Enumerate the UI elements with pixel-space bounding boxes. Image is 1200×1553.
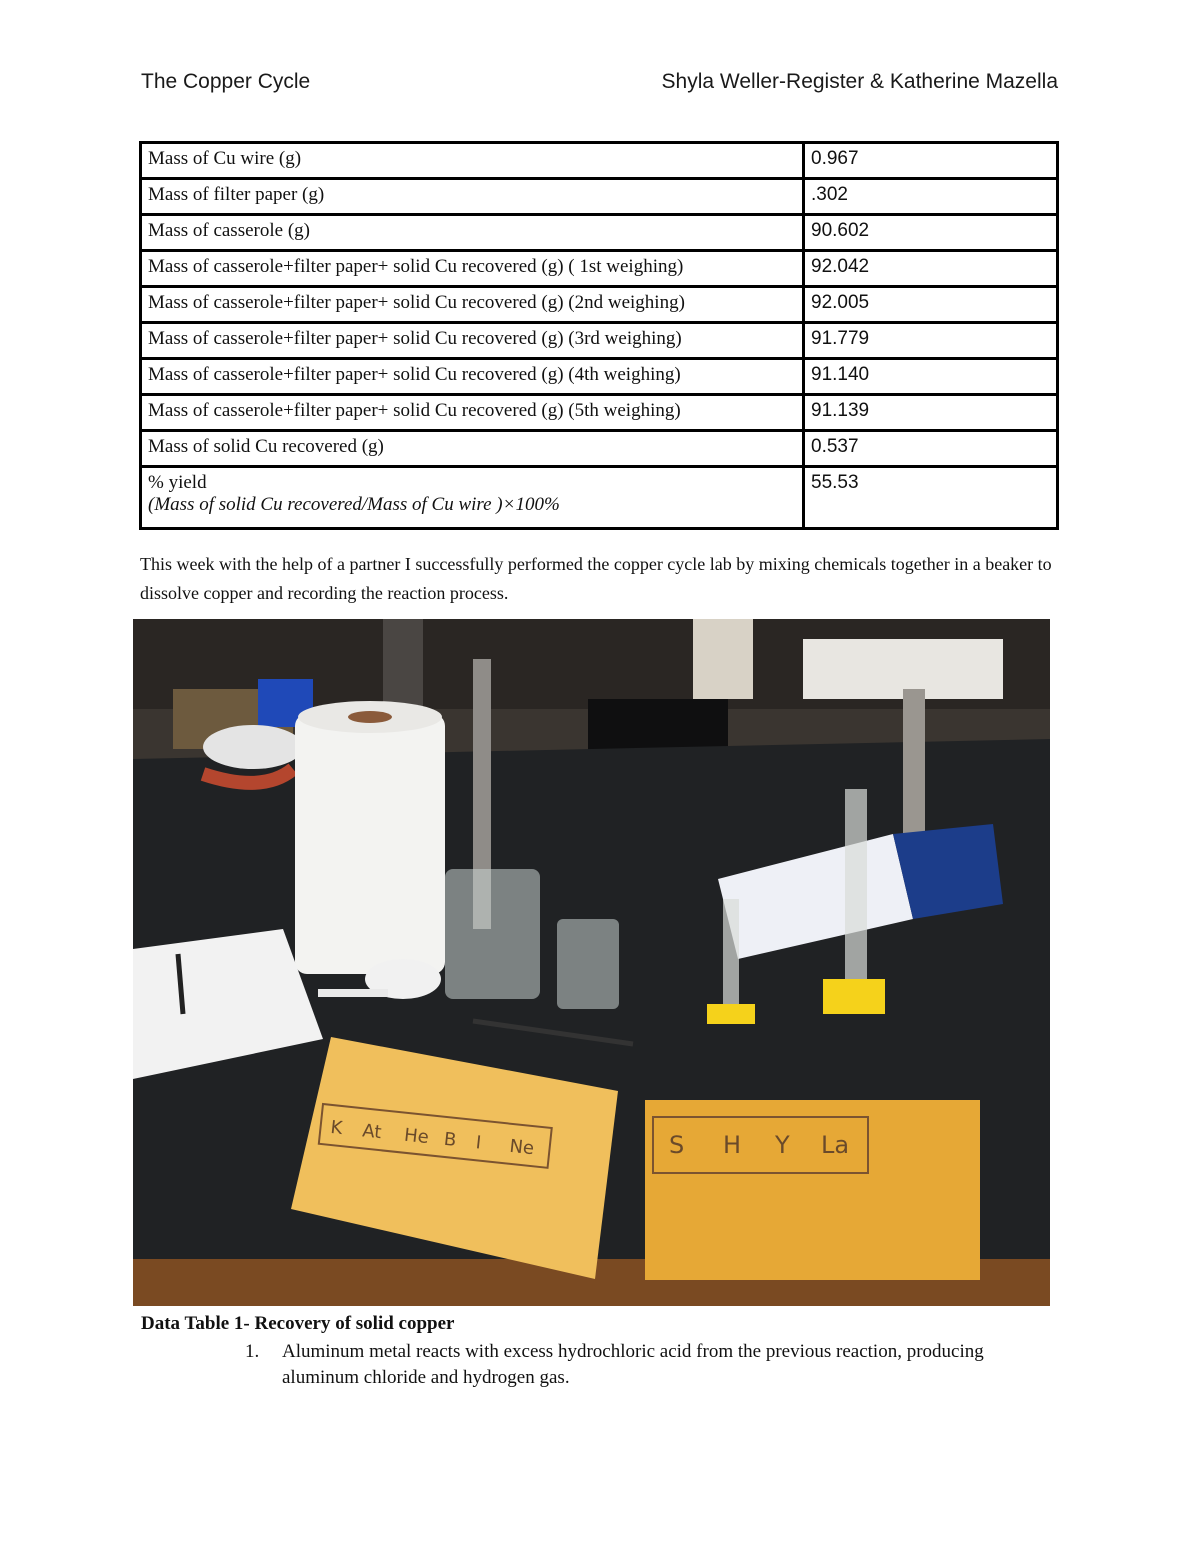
- card-letter: S: [669, 1131, 685, 1159]
- table-row: [141, 431, 1058, 467]
- yield-value: 55.53: [804, 467, 1058, 529]
- summary-paragraph: This week with the help of a partner I successfully performed the copper cycle lab by mixing chemicals together in a beaker to dissolve copper and recording the reaction process.: [140, 554, 1052, 603]
- card-letter: I: [474, 1132, 483, 1154]
- row-label: Mass of casserole (g): [141, 215, 804, 251]
- row-value: 92.042: [804, 251, 1058, 287]
- yield-label: % yield: [148, 472, 207, 493]
- table-row-yield: [141, 467, 1058, 529]
- document-authors: Shyla Weller-Register & Katherine Mazella: [661, 70, 1058, 93]
- card-letter: At: [361, 1120, 383, 1144]
- row-label: Mass of filter paper (g): [141, 179, 804, 215]
- list-item-number: 1.: [245, 1341, 260, 1362]
- list-item-text: Aluminum metal reacts with excess hydrochloric acid from the previous reaction, producing aluminum chloride and hydrogen gas.: [282, 1341, 984, 1388]
- card-letter: H: [723, 1131, 742, 1159]
- table-row: [141, 287, 1058, 323]
- data-table: [139, 141, 1059, 530]
- row-label: Mass of casserole+filter paper+ solid Cu recovered (g) (4th weighing): [141, 359, 804, 395]
- table-row: [141, 143, 1058, 179]
- row-value: 91.779: [804, 323, 1058, 359]
- table-row: [141, 215, 1058, 251]
- row-value: .302: [804, 179, 1058, 215]
- card-letter: La: [821, 1131, 850, 1159]
- row-label: Mass of casserole+filter paper+ solid Cu recovered (g) (3rd weighing): [141, 323, 804, 359]
- row-value: 91.139: [804, 395, 1058, 431]
- lab-bench-photo: [133, 619, 1050, 1306]
- table-row: [141, 179, 1058, 215]
- yield-formula: (Mass of solid Cu recovered/Mass of Cu wire )×100%: [148, 494, 560, 515]
- table-row: [141, 359, 1058, 395]
- card-letter: K: [329, 1116, 344, 1140]
- row-value: 92.005: [804, 287, 1058, 323]
- card-letter: B: [442, 1128, 458, 1152]
- data-table-caption: Data Table 1- Recovery of solid copper: [141, 1313, 455, 1334]
- card-letter: Y: [775, 1131, 790, 1159]
- card-letter: Ne: [508, 1135, 536, 1160]
- row-label: Mass of casserole+filter paper+ solid Cu recovered (g) (2nd weighing): [141, 287, 804, 323]
- row-label: Mass of solid Cu recovered (g): [141, 431, 804, 467]
- numbered-list: [245, 1339, 1045, 1391]
- row-label: Mass of casserole+filter paper+ solid Cu recovered (g) ( 1st weighing): [141, 251, 804, 287]
- lab-photo-illustration: [133, 619, 1050, 1306]
- table-row: [141, 323, 1058, 359]
- table-row: [141, 251, 1058, 287]
- row-label: Mass of casserole+filter paper+ solid Cu recovered (g) (5th weighing): [141, 395, 804, 431]
- row-value: 0.967: [804, 143, 1058, 179]
- row-label: Mass of Cu wire (g): [141, 143, 804, 179]
- row-value: 0.537: [804, 431, 1058, 467]
- row-value: 91.140: [804, 359, 1058, 395]
- yield-cell: [141, 467, 804, 529]
- row-value: 90.602: [804, 215, 1058, 251]
- card-letter: He: [403, 1124, 430, 1149]
- document-title: The Copper Cycle: [141, 70, 311, 93]
- table-row: [141, 395, 1058, 431]
